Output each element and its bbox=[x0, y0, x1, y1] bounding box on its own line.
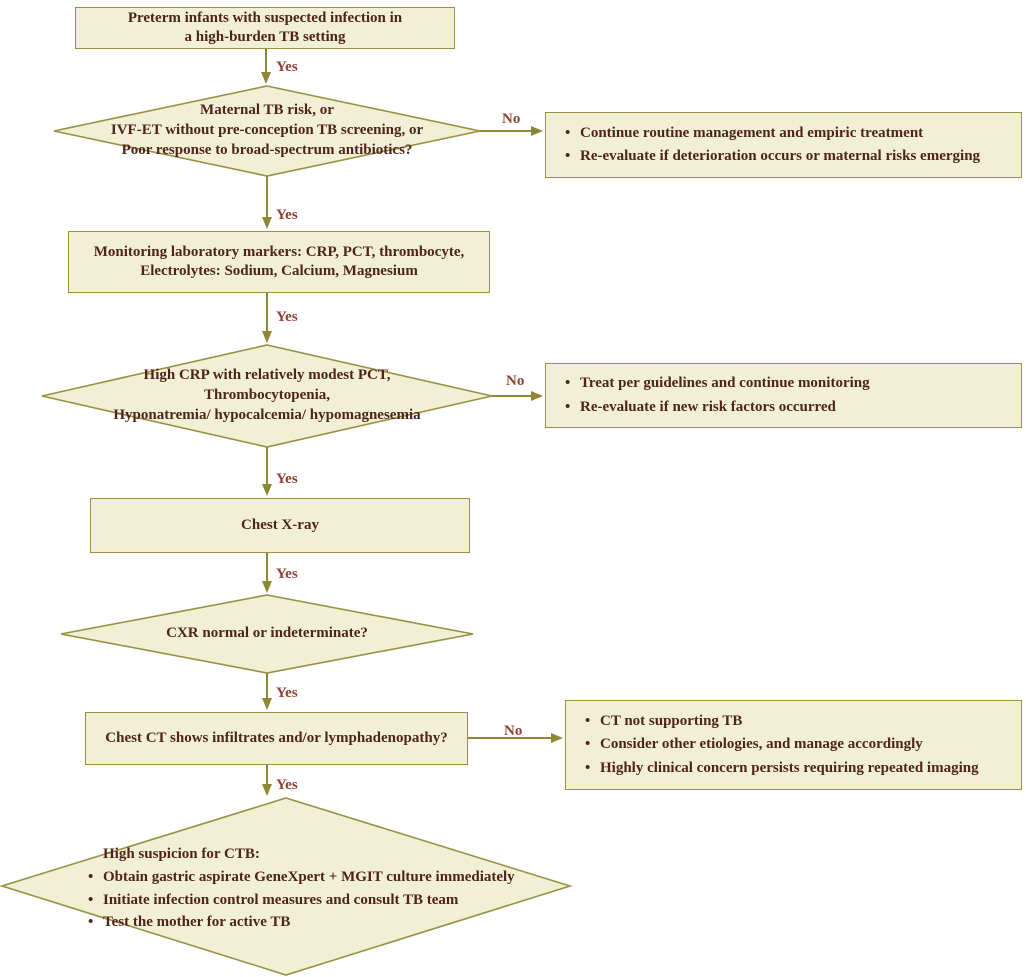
edge-label-yes-1: Yes bbox=[276, 59, 298, 75]
outcome-guidelines-item-2: • Re-evaluate if new risk factors occurred bbox=[562, 398, 836, 418]
outcome-routine-node bbox=[545, 112, 1022, 178]
decision-maternal-line-3: Poor response to broad-spectrum antibiotics? bbox=[121, 141, 413, 158]
decision-labs-line-3: Hyponatremia/ hypocalcemia/ hypomagnesemia bbox=[113, 406, 421, 423]
chest-ct-node bbox=[85, 712, 468, 765]
start-node bbox=[75, 7, 455, 49]
outcome-guidelines-node bbox=[545, 363, 1022, 428]
monitor-markers-node bbox=[68, 231, 490, 293]
decision-labs-line-1: High CRP with relatively modest PCT, bbox=[143, 367, 391, 384]
monitor-markers-line-1: Monitoring laboratory markers: CRP, PCT, thrombocyte, bbox=[93, 243, 465, 260]
outcome-ct-negative-item-1: • CT not supporting TB bbox=[582, 712, 742, 732]
decision-cxr-text bbox=[61, 597, 473, 671]
edge-label-no-1: No bbox=[502, 111, 521, 127]
decision-maternal-line-2: IVF-ET without pre-conception TB screening, or bbox=[110, 122, 424, 139]
high-suspicion-item-3: • Test the mother for active TB bbox=[85, 913, 290, 933]
outcome-routine-item-2: • Re-evaluate if deterioration occurs or maternal risks emerging bbox=[562, 147, 980, 167]
chest-ct-label: Chest CT shows infiltrates and/or lymphadenopathy? bbox=[105, 729, 448, 746]
outcome-ct-negative-node bbox=[565, 700, 1022, 790]
edge-label-no-2: No bbox=[506, 373, 525, 389]
chest-xray-node bbox=[90, 498, 470, 553]
high-suspicion-item-2: • Initiate infection control measures and consult TB team bbox=[85, 891, 458, 911]
decision-maternal-line-1: Maternal TB risk, or bbox=[200, 102, 334, 119]
edge-label-no-3: No bbox=[504, 723, 523, 739]
edge-label-yes-5: Yes bbox=[276, 566, 298, 582]
edge-label-yes-3: Yes bbox=[276, 309, 298, 325]
edge-label-yes-2: Yes bbox=[276, 207, 298, 223]
high-suspicion-title: High suspicion for CTB: bbox=[103, 846, 260, 862]
edge-label-yes-6: Yes bbox=[276, 685, 298, 701]
outcome-guidelines-item-1: • Treat per guidelines and continue monitoring bbox=[562, 374, 870, 394]
start-line-1: Preterm infants with suspected infection in bbox=[127, 9, 403, 26]
outcome-routine-item-1: • Continue routine management and empiric treatment bbox=[562, 124, 923, 144]
high-suspicion-text bbox=[85, 845, 565, 933]
outcome-ct-negative-item-2: • Consider other etiologies, and manage accordingly bbox=[582, 735, 923, 755]
edge-label-yes-7: Yes bbox=[276, 777, 298, 793]
decision-cxr-line-1: CXR normal or indeterminate? bbox=[166, 625, 368, 642]
monitor-markers-line-2: Electrolytes: Sodium, Calcium, Magnesium bbox=[140, 263, 418, 279]
edge-label-yes-4: Yes bbox=[276, 471, 298, 487]
chest-xray-label: Chest X-ray bbox=[241, 516, 319, 533]
decision-maternal-text bbox=[57, 88, 477, 174]
decision-labs-line-2: Thrombocytopenia, bbox=[204, 387, 330, 404]
decision-labs-text bbox=[42, 347, 492, 445]
start-line-2: a high-burden TB setting bbox=[184, 29, 346, 45]
high-suspicion-item-1: • Obtain gastric aspirate GeneXpert + MGIT culture immediately bbox=[85, 868, 515, 888]
outcome-ct-negative-item-3: • Highly clinical concern persists requiring repeated imaging bbox=[582, 759, 979, 779]
